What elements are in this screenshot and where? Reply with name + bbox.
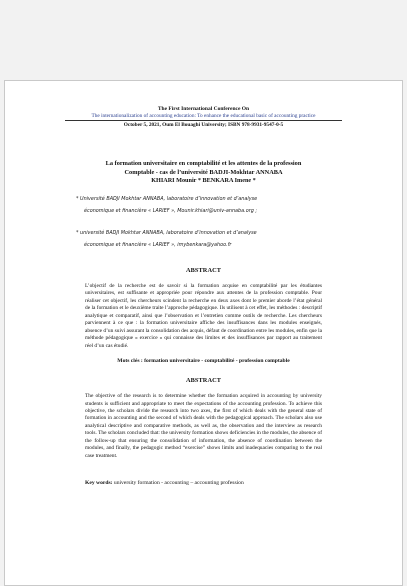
affiliation-2-line-2: économique et financière « LARIEF », imybenkara@yahoo.fr xyxy=(84,242,232,248)
abstract-fr-heading: ABSTRACT xyxy=(185,267,222,274)
keywords-en-value: university formation - accounting – accounting profession xyxy=(113,480,244,487)
keywords-en xyxy=(85,480,402,486)
keywords-fr: Mots clés : formation universitaire - comptabilité - profession comptable xyxy=(117,358,290,365)
paper-title xyxy=(5,160,402,177)
keywords-en-label: Key words: xyxy=(85,480,113,487)
paper-page xyxy=(4,80,403,586)
conference-name: The First International Conference On xyxy=(157,106,250,112)
paper-title-line-2: Comptable - cas de l’université BADJI-Mokhtar ANNABA xyxy=(124,168,283,176)
affiliation-2-line-1: * université BADJI Mokhtar ANNABA, laboratoire d’innovation et d’analyse xyxy=(76,230,257,236)
conference-theme: The internationalization of accounting education: To enhance the educational basic of accounting practice xyxy=(91,113,316,119)
affiliation-2 xyxy=(76,227,346,251)
abstract-fr-text: L’objectif de la recherche est de savoir si la formation acquise en comptabilité par les étudiantes universitaires, est suffisante et appropriée pour répondre aux attentes de la profession comptable. Pour réaliser cet objectif, les chercheurs scindent la recherche en deux axes dont le premier aborde l’état général de la formation et le deuxième traite l’approche pédagogique. Ils utilisent à cet effet, les méthodes : descriptif analytique et comparatif, ainsi que l’observation et l’entretien comme outils de recherche. Les chercheurs parviennent à ce que : la formation universitaire affiche des insuffisances dans les modules enseignés, absence d’un suivi assurant la consolidation des acquis, défaut de coordination entre les modules, enfin que la méthode pédagogique « exercice » qui connaisse des limites et des insuffisances par rapport au traitement réel d’un cas étudié. xyxy=(85,283,322,349)
conference-date-isbn: October 5, 2021, Oum El Bouaghi University; ISBN 978-9931-9547-0-5 xyxy=(123,122,284,128)
abstract-en-heading: ABSTRACT xyxy=(185,377,222,385)
paper-authors: KHIARI Mounir * BENKARA Imene * xyxy=(151,177,256,184)
abstract-en-text: The objective of the research is to determine whether the formation acquired in accounting by university students is sufficient and appropriate to meet the expectations of the accounting profession. To achieve this objective, the scholars divide the research into two axes, the first of which deals with the general state of formation in accounting and the second of which deals with the pedagogical approach. The scholars also use analytical descriptive and comparative methods, as well as, the observation and the interview as research tools. The scholars concluded that: the university formation shows deficiencies in the modules, the absence of the follow-up that ensuring the consolidation of information, the absence of coordination between the modules, and finally, the pedagogic method “exercise” shows limits and inadequacies comparing to the real case treatment. xyxy=(85,393,322,459)
affiliation-1-line-1: * Université BADJI Mokhtar ANNABA, laboratoire d’innovation et d’analyse xyxy=(76,196,258,202)
affiliation-1 xyxy=(76,193,346,217)
affiliation-1-line-2: économique et financière « LARIEF », Mounir.khiari@univ-annaba.org ; xyxy=(84,208,258,214)
paper-title-line-1: La formation universitaire en comptabilité et les attentes de la profession xyxy=(105,160,302,167)
conference-header xyxy=(5,106,402,129)
